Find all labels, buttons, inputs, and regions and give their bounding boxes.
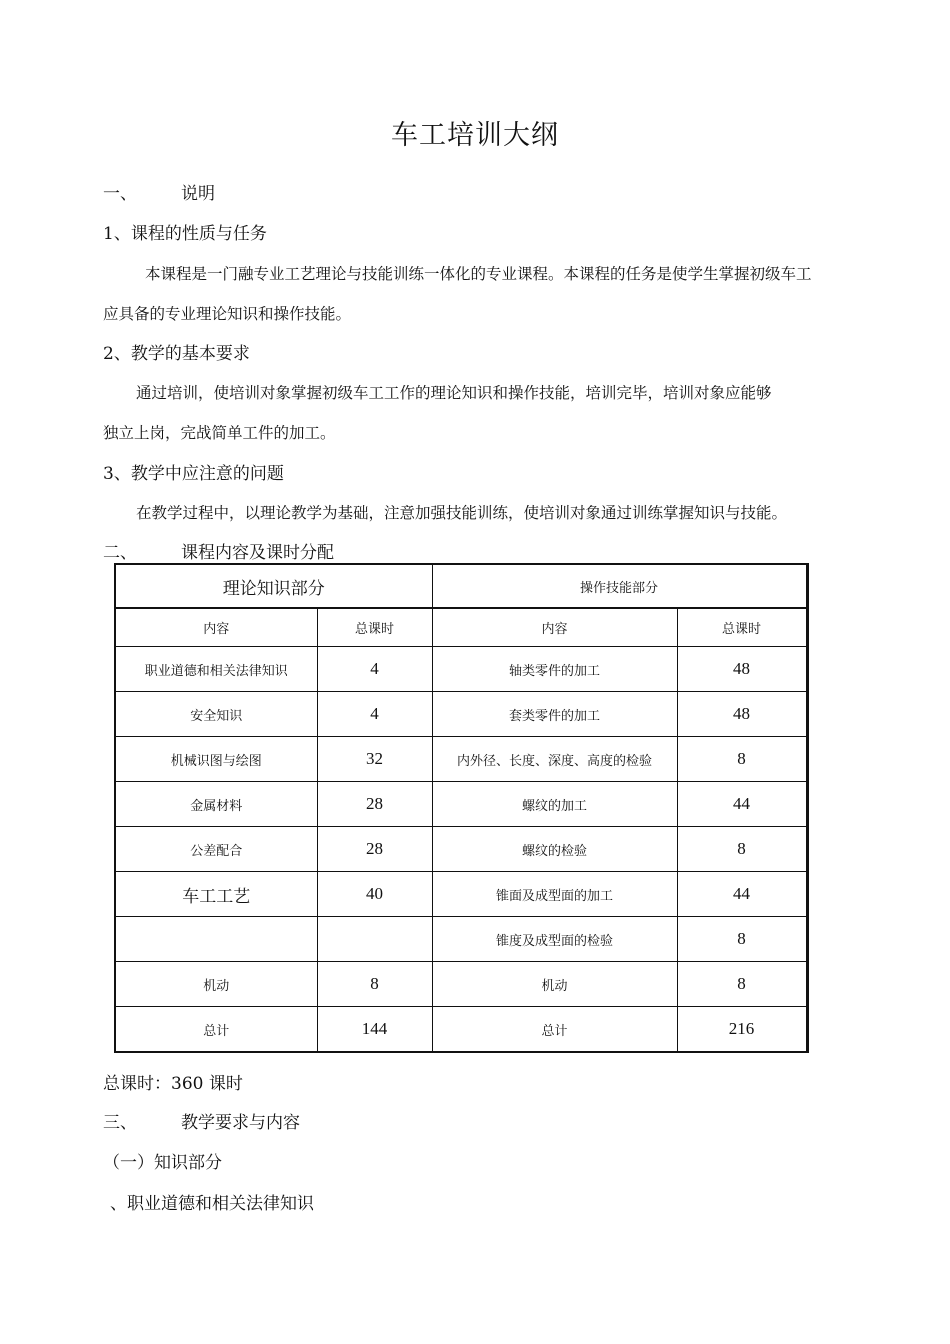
theory-total-label: 总计 — [115, 1007, 317, 1053]
theory-hours: 28 — [317, 827, 432, 872]
skill-content-header: 内容 — [432, 608, 677, 647]
table-column-header-row — [115, 608, 807, 647]
skill-item: 内外径、长度、深度、高度的检验 — [432, 737, 677, 782]
table-row — [115, 827, 807, 872]
section-2-heading — [103, 538, 334, 563]
theory-total-hours: 144 — [317, 1007, 432, 1053]
theory-item: 职业道德和相关法律知识 — [115, 647, 317, 692]
theory-item: 金属材料 — [115, 782, 317, 827]
table-row — [115, 962, 807, 1007]
table-row — [115, 782, 807, 827]
theory-hours: 40 — [317, 872, 432, 917]
skill-item: 锥面及成型面的加工 — [432, 872, 677, 917]
subheading-3: 3、教学中应注意的问题 — [103, 464, 284, 484]
theory-item: 公差配合 — [115, 827, 317, 872]
paragraph-2-line-2: 独立上岗，完战简单工件的加工。 — [103, 424, 336, 442]
skill-hours: 8 — [677, 737, 807, 782]
section-2-number: 二、 — [103, 543, 137, 563]
skill-item: 轴类零件的加工 — [432, 647, 677, 692]
paragraph-3-line-1: 在教学过程中，以理论教学为基础，注意加强技能训练，使培训对象通过训练掌握知识与技能。 — [136, 504, 788, 522]
skill-item: 螺纹的检验 — [432, 827, 677, 872]
theory-hours-header: 总课时 — [317, 608, 432, 647]
theory-item: 机械识图与绘图 — [115, 737, 317, 782]
table-row — [115, 917, 807, 962]
table-total-row — [115, 1007, 807, 1053]
theory-hours: 4 — [317, 692, 432, 737]
subheading-1: 1、课程的性质与任务 — [103, 224, 267, 244]
page-title: 车工培训大纲 — [391, 120, 559, 151]
skill-hours: 44 — [677, 782, 807, 827]
skill-hours: 8 — [677, 917, 807, 962]
skill-hours: 48 — [677, 647, 807, 692]
skill-item: 套类零件的加工 — [432, 692, 677, 737]
theory-hours: 32 — [317, 737, 432, 782]
theory-item: 机动 — [115, 962, 317, 1007]
theory-group-header: 理论知识部分 — [115, 564, 432, 608]
theory-hours: 28 — [317, 782, 432, 827]
theory-hours: 8 — [317, 962, 432, 1007]
skill-total-hours: 216 — [677, 1007, 807, 1053]
theory-item — [115, 917, 317, 962]
skill-hours-header: 总课时 — [677, 608, 807, 647]
subheading-ethics-law: 、职业道德和相关法律知识 — [110, 1194, 314, 1214]
paragraph-1-line-2: 应具备的专业理论知识和操作技能。 — [103, 305, 352, 323]
theory-hours: 4 — [317, 647, 432, 692]
skill-group-header: 操作技能部分 — [432, 564, 807, 608]
skill-total-label: 总计 — [432, 1007, 677, 1053]
section-3-number: 三、 — [103, 1113, 137, 1133]
skill-hours: 8 — [677, 962, 807, 1007]
theory-item: 安全知识 — [115, 692, 317, 737]
skill-hours: 48 — [677, 692, 807, 737]
theory-item: 车工工艺 — [115, 872, 317, 917]
skill-item: 机动 — [432, 962, 677, 1007]
table-row — [115, 737, 807, 782]
section-3-heading — [103, 1108, 300, 1133]
skill-item: 螺纹的加工 — [432, 782, 677, 827]
skill-hours: 44 — [677, 872, 807, 917]
table-group-header-row — [115, 564, 807, 608]
section-2-label: 课程内容及课时分配 — [181, 543, 334, 563]
section-1-heading — [103, 179, 215, 204]
subheading-2: 2、教学的基本要求 — [103, 344, 250, 364]
subheading-knowledge: （一）知识部分 — [103, 1153, 222, 1173]
section-1-label: 说明 — [181, 184, 215, 204]
paragraph-2-line-1: 通过培训，使培训对象掌握初级车工工作的理论知识和操作技能，培训完毕，培训对象应能够 — [136, 384, 772, 402]
theory-hours — [317, 917, 432, 962]
skill-item: 锥度及成型面的检验 — [432, 917, 677, 962]
section-1-number: 一、 — [103, 184, 137, 204]
skill-hours: 8 — [677, 827, 807, 872]
table-row — [115, 692, 807, 737]
table-row — [115, 647, 807, 692]
paragraph-1-line-1: 本课程是一门融专业工艺理论与技能训练一体化的专业课程。本课程的任务是使学生掌握初级车工 — [145, 265, 812, 283]
total-hours-line: 总课时：360 课时 — [103, 1074, 243, 1094]
section-3-label: 教学要求与内容 — [181, 1113, 300, 1133]
course-hours-table — [114, 563, 809, 1053]
table-row — [115, 872, 807, 917]
theory-content-header: 内容 — [115, 608, 317, 647]
